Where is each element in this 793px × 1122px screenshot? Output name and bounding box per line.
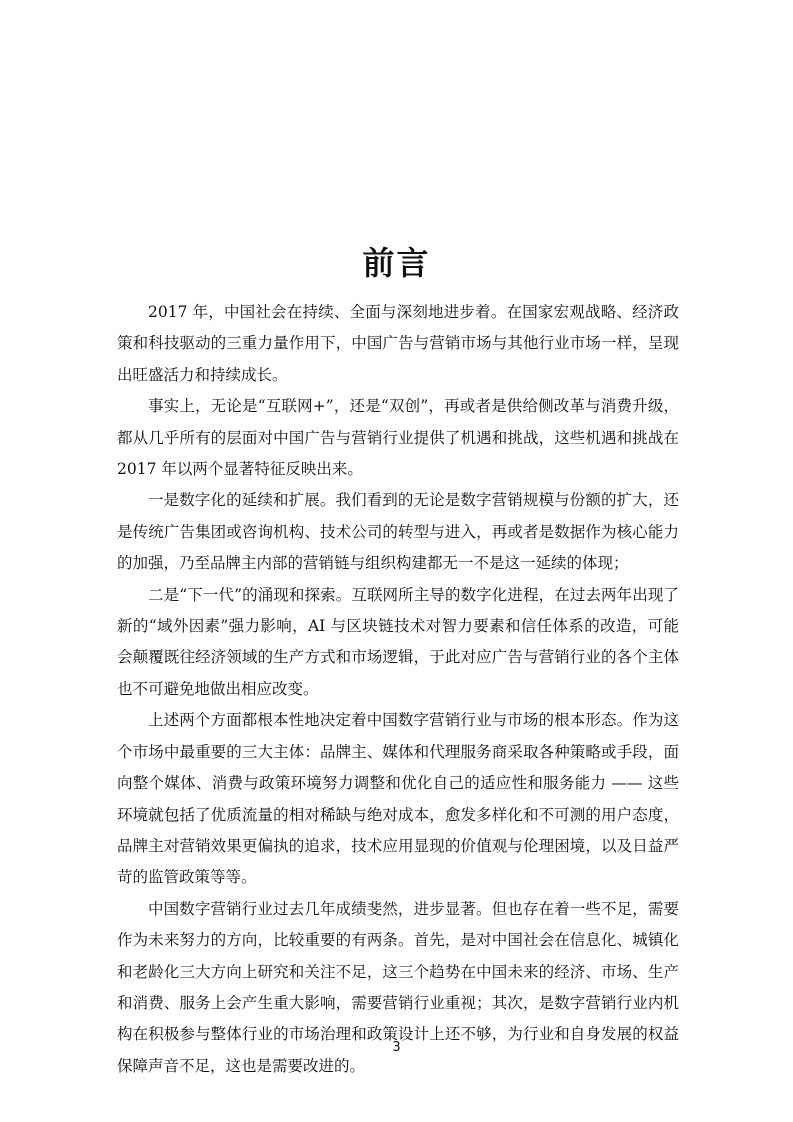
paragraph: 中国数字营销行业过去几年成绩斐然，进步显著。但也存在着一些不足，需要作为未来努力的方向，比较重要的有两条。首先，是对中国社会在信息化、城镇化和老龄化三大方向上研究和关注不足，这三个趋势在中国未来的经济、市场、生产和消费、服务上会产生重大影响，需要营销行业重视；其次，是数字营销行业内机构在积极参与整体行业的市场治理和政策设计上还不够，为行业和自身发展的权益保障声音不足，这也是需要改进的。 bbox=[117, 899, 679, 1075]
preface-body bbox=[117, 297, 679, 1082]
paragraph: 事实上，无论是“互联网+”，还是“双创”，再或者是供给侧改革与消费升级，都从几乎所有的层面对中国广告与营销行业提供了机遇和挑战，这些机遇和挑战在 2017 年以两个显著特征反映出来。 bbox=[117, 397, 679, 479]
paragraph: 上述两个方面都根本性地决定着中国数字营销行业与市场的根本形态。作为这个市场中最重要的三大主体：品牌主、媒体和代理服务商采取各种策略或手段，面向整个媒体、消费与政策环境努力调整和优化自己的适应性和服务能力 —— 这些环境就包括了优质流量的相对稀缺与绝对成本，愈发多样化和不可测的用户态度，品牌主对营销效果更偏执的追求，技术应用显现的价值观与伦理困境，以及日益严苛的监管政策等等。 bbox=[117, 711, 679, 887]
page-number: 3 bbox=[392, 1040, 401, 1055]
paragraph: 2017 年，中国社会在持续、全面与深刻地进步着。在国家宏观战略、经济政策和科技驱动的三重力量作用下，中国广告与营销市场与其他行业市场一样，呈现出旺盛活力和持续成长。 bbox=[117, 303, 679, 384]
paragraph: 二是“下一代”的涌现和探索。互联网所主导的数字化进程，在过去两年出现了新的“域外因素”强力影响，AI 与区块链技术对智力要素和信任体系的改造，可能会颠覆既往经济领域的生产方式和市场逻辑，于此对应广告与营销行业的各个主体也不可避免地做出相应改变。 bbox=[117, 585, 679, 698]
page-title: 前言 bbox=[362, 244, 431, 283]
paragraph: 一是数字化的延续和扩展。我们看到的无论是数字营销规模与份额的扩大，还是传统广告集团或咨询机构、技术公司的转型与进入，再或者是数据作为核心能力的加强，乃至品牌主内部的营销链与组织构建都无一不是这一延续的体现； bbox=[117, 491, 679, 573]
